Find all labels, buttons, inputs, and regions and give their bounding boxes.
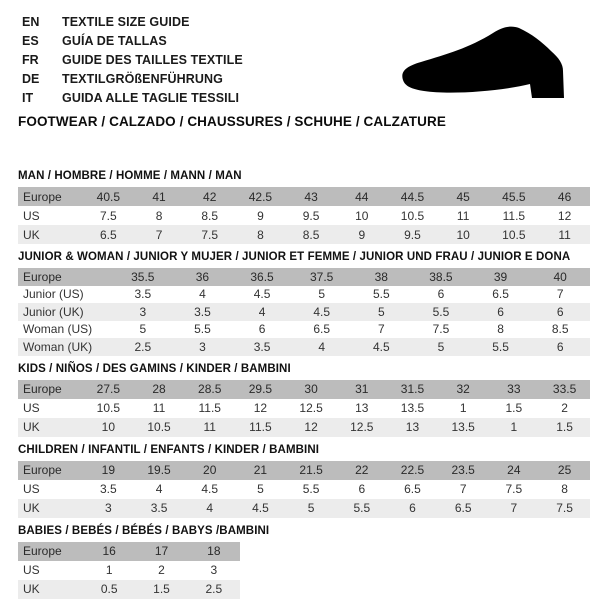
row-label: US [23,208,40,223]
size-cell: 6 [358,482,366,496]
size-cell: 4.5 [352,338,412,356]
size-cell: 4.5 [253,287,271,302]
size-cell: 28.5 [184,380,235,399]
table-row [18,542,240,561]
size-cell: 6 [530,303,590,321]
size-cell: 32 [438,380,489,399]
size-cell: 8.5 [286,225,337,244]
size-cell: 21.5 [286,461,337,480]
size-cell: 4.5 [292,303,352,321]
row-label: Europe [18,268,113,286]
size-cell: 3.5 [232,338,292,356]
size-cell: 6 [387,499,438,518]
row-label: Europe [18,380,83,399]
size-cell: 10.5 [96,401,121,415]
size-cell: 13.5 [400,401,425,415]
size-cell: 6.5 [438,499,489,518]
table-row [18,480,590,499]
category-heading: FOOTWEAR / CALZADO / CHAUSSURES / SCHUHE / CALZATURE [18,114,446,129]
size-cell: 9 [336,225,387,244]
row-label: Junior (US) [23,287,84,302]
size-guide-section [18,363,590,437]
size-guide-section [18,525,590,599]
table-row [18,580,240,599]
row-label: US [23,563,40,577]
size-cell: 7.5 [539,499,590,518]
size-cell: 46 [539,187,590,206]
size-cell: 7.5 [432,322,450,337]
size-cell: 8 [155,208,163,223]
size-cell: 10 [438,225,489,244]
size-cell: 13 [355,401,369,415]
row-label: UK [18,418,83,437]
size-cell: 5.5 [302,482,320,496]
size-cell: 9 [257,208,264,223]
table-row [18,268,590,286]
size-cell: 1.5 [539,418,590,437]
language-label: GUÍA DE TALLAS [62,34,167,48]
table-row [18,338,590,356]
size-cell: 5.5 [411,303,471,321]
size-cell: 2 [158,563,165,577]
row-label: UK [18,225,83,244]
size-cell: 8 [561,482,568,496]
size-cell: 7.5 [184,225,235,244]
size-cell: 10.5 [400,208,425,223]
size-cell: 8.5 [551,322,569,337]
table-row [18,286,590,304]
size-cell: 11.5 [502,208,526,223]
size-cell: 7 [489,499,540,518]
size-cell: 3 [113,303,173,321]
size-cell: 8 [235,225,286,244]
size-cell: 11 [152,401,166,415]
size-cell: 8.5 [201,208,219,223]
size-cell: 5 [139,322,147,337]
table-row [18,561,240,580]
size-cell: 38 [352,268,412,286]
language-label: TEXTILE SIZE GUIDE [62,15,190,29]
size-cell: 11.5 [235,418,286,437]
size-cell: 31.5 [387,380,438,399]
size-cell: 6 [437,287,445,302]
row-label: Woman (US) [23,322,93,337]
size-cell: 7 [377,322,385,337]
language-label: TEXTILGRÖßENFÜHRUNG [62,72,223,86]
size-cell: 9.5 [302,208,320,223]
size-cell: 4 [184,499,235,518]
shoe-icon [399,18,587,106]
size-cell: 5.5 [336,499,387,518]
size-cell: 3.5 [173,303,233,321]
size-cell: 6 [258,322,266,337]
language-code: EN [22,15,40,29]
size-cell: 10 [355,208,369,223]
size-cell: 44 [336,187,387,206]
size-cell: 4 [292,338,352,356]
table-row [18,380,590,399]
size-cell: 13.5 [438,418,489,437]
size-cell: 7 [459,482,467,496]
size-cell: 7 [556,287,564,302]
table-row [18,303,590,321]
size-table-title: JUNIOR & WOMAN / JUNIOR Y MUJER / JUNIOR ET FEMME / JUNIOR UND FRAU / JUNIOR E DONA [18,251,571,263]
size-cell: 6 [471,303,531,321]
size-cell: 12 [557,208,572,223]
size-cell: 4.5 [201,482,219,496]
size-cell: 6 [530,338,590,356]
size-cell: 5.5 [372,287,390,302]
row-label: Woman (UK) [18,338,113,356]
size-cell: 29.5 [235,380,286,399]
size-cell: 25 [539,461,590,480]
row-label: US [23,482,40,496]
size-cell: 7.5 [505,482,523,496]
size-cell: 10.5 [134,418,185,437]
size-cell: 2.5 [113,338,173,356]
size-cell: 45 [438,187,489,206]
row-label: US [23,401,40,415]
language-code: DE [22,72,40,86]
size-table-title: BABIES / BEBÉS / BÉBÉS / BABYS /BAMBINI [18,524,270,537]
size-cell: 5 [286,499,337,518]
row-label: Europe [18,542,83,561]
size-cell: 3 [83,499,134,518]
size-cell: 22.5 [387,461,438,480]
size-cell: 3 [173,338,233,356]
size-cell: 7.5 [100,208,117,223]
size-guide-section [18,170,590,244]
table-row [18,499,590,518]
size-cell: 43 [286,187,337,206]
size-cell: 6.5 [492,287,509,302]
size-cell: 3.5 [134,499,185,518]
size-cell: 6.5 [83,225,134,244]
size-table [18,187,590,244]
language-code: IT [22,91,34,105]
size-cell: 40 [530,268,590,286]
size-cell: 11.5 [198,401,221,415]
size-cell: 7 [134,225,185,244]
size-cell: 12 [286,418,337,437]
size-cell: 3.5 [134,287,152,302]
language-label: GUIDE DES TAILLES TEXTILE [62,53,243,67]
size-table [18,542,240,599]
size-cell: 6.5 [313,322,331,337]
size-cell: 11 [539,225,590,244]
size-cell: 1 [105,563,113,577]
size-table-title: KIDS / NIÑOS / DES GAMINS / KINDER / BAMBINI [18,362,291,375]
size-cell: 4 [155,482,163,496]
size-cell: 5.5 [194,322,211,337]
size-cell: 16 [83,542,135,561]
size-cell: 5 [411,338,471,356]
size-cell: 1 [459,401,467,415]
size-cell: 6.5 [404,482,421,496]
table-row [18,225,590,244]
size-cell: 41 [134,187,185,206]
size-cell: 22 [336,461,387,480]
size-cell: 21 [235,461,286,480]
size-cell: 10.5 [489,225,540,244]
row-label: Europe [18,461,83,480]
size-cell: 33 [489,380,540,399]
table-row [18,321,590,339]
size-cell: 5 [318,287,326,302]
size-cell: 5 [257,482,264,496]
table-row [18,461,590,480]
size-cell: 1.5 [135,580,187,599]
size-cell: 44.5 [387,187,438,206]
size-cell: 12.5 [336,418,387,437]
size-cell: 38.5 [411,268,471,286]
size-cell: 33.5 [539,380,590,399]
size-cell: 23.5 [438,461,489,480]
size-cell: 40.5 [83,187,134,206]
size-cell: 35.5 [113,268,173,286]
table-row [18,418,590,437]
size-cell: 11 [184,418,235,437]
language-code: FR [22,53,39,67]
size-guide-section [18,251,590,356]
size-cell: 1 [489,418,540,437]
language-label: GUIDA ALLE TAGLIE TESSILI [62,91,240,105]
size-cell: 5 [352,303,412,321]
size-cell: 8 [497,322,504,337]
size-cell: 5.5 [471,338,531,356]
size-cell: 42.5 [235,187,286,206]
size-table [18,268,590,356]
size-cell: 4 [232,303,292,321]
size-cell: 19.5 [134,461,185,480]
size-cell: 37.5 [292,268,352,286]
size-cell: 12 [253,401,268,415]
size-cell: 2.5 [188,580,240,599]
size-cell: 9.5 [387,225,438,244]
size-cell: 4.5 [235,499,286,518]
size-cell: 17 [135,542,187,561]
size-table [18,380,590,437]
size-cell: 30 [286,380,337,399]
size-cell: 3 [210,563,218,577]
size-cell: 10 [83,418,134,437]
size-cell: 36.5 [232,268,292,286]
size-table-title: MAN / HOMBRE / HOMME / MANN / MAN [18,170,242,182]
size-cell: 20 [184,461,235,480]
size-table-title: CHILDREN / INFANTIL / ENFANTS / KINDER / BAMBINI [18,443,320,456]
row-label: Junior (UK) [18,303,113,321]
size-cell: 0.5 [83,580,135,599]
size-cell: 36 [173,268,233,286]
size-cell: 19 [83,461,134,480]
row-label: UK [18,580,83,599]
size-cell: 12.5 [299,401,323,415]
size-cell: 24 [489,461,540,480]
size-cell: 11 [456,208,470,223]
size-cell: 27.5 [83,380,134,399]
size-cell: 3.5 [100,482,117,496]
table-row [18,187,590,206]
table-row [18,206,590,225]
size-cell: 4 [199,287,206,302]
size-cell: 28 [134,380,185,399]
size-cell: 13 [387,418,438,437]
size-guide-section [18,444,590,518]
size-table [18,461,590,518]
language-code: ES [22,34,39,48]
size-cell: 31 [336,380,387,399]
row-label: UK [18,499,83,518]
size-cell: 45.5 [489,187,540,206]
size-cell: 1.5 [505,401,523,415]
table-row [18,399,590,418]
size-cell: 39 [471,268,531,286]
row-label: Europe [18,187,83,206]
size-cell: 18 [188,542,240,561]
size-cell: 2 [561,401,568,415]
size-tables [18,170,590,599]
size-cell: 42 [184,187,235,206]
